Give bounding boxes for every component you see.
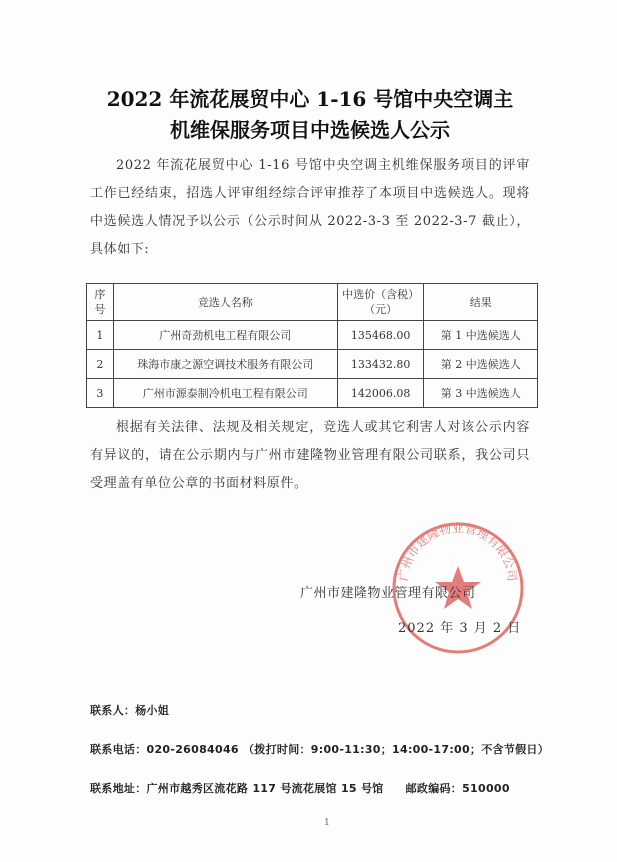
contact-value: 杨小姐	[135, 704, 170, 717]
contact-line	[90, 702, 169, 718]
row-price: 135468.00	[337, 321, 424, 350]
row-no: 3	[87, 379, 114, 408]
phone-line	[90, 741, 549, 757]
document-title	[60, 84, 560, 146]
title-line-2: 机维保服务项目中选候选人公示	[170, 118, 450, 142]
table-header-row	[87, 284, 538, 321]
candidates-table	[86, 283, 538, 408]
header-no: 序号	[87, 284, 114, 321]
phone-value: 020-26084046	[146, 743, 239, 756]
row-price: 142006.08	[337, 379, 424, 408]
title-line-1: 2022 年流花展贸中心 1-16 号馆中央空调主	[106, 87, 514, 111]
table-row	[87, 350, 538, 379]
signature-date: 2022 年 3 月 2 日	[398, 621, 522, 636]
seal-text: 广州市建隆物业管理有限公司	[396, 521, 520, 583]
phone-note: （拨打时间：9:00-11:30；14:00-17:00；不含节假日）	[243, 743, 550, 756]
postcode-value: 510000	[462, 782, 510, 795]
address-line	[90, 780, 510, 796]
header-name: 竞选人名称	[113, 284, 337, 321]
table-row	[87, 379, 538, 408]
row-no: 2	[87, 350, 114, 379]
signature-company: 广州市建隆物业管理有限公司	[300, 586, 476, 601]
header-price: 中选价（含税）（元）	[337, 284, 424, 321]
page-mark: 1	[324, 818, 330, 828]
row-name: 广州奇劲机电工程有限公司	[113, 321, 337, 350]
row-name: 广州市源泰制冷机电工程有限公司	[113, 379, 337, 408]
intro-paragraph: 2022 年流花展贸中心 1-16 号馆中央空调主机维保服务项目的评审工作已经结束，招选人评审组经综合评审推荐了本项目中选候选人。现将中选候选人情况予以公示（公示时间从 2022-3-3 至 2022-3-7 截止），具体如下:	[90, 158, 530, 257]
table-row	[87, 321, 538, 350]
row-name: 珠海市康之源空调技术服务有限公司	[113, 350, 337, 379]
phone-label: 联系电话：	[90, 743, 147, 756]
row-no: 1	[87, 321, 114, 350]
postcode-label: 邮政编码：	[405, 782, 463, 795]
address-value: 广州市越秀区流花路 117 号流花展馆 15 号馆	[146, 782, 384, 795]
row-result: 第 3 中选候选人	[424, 379, 538, 408]
row-result: 第 2 中选候选人	[424, 350, 538, 379]
contact-label: 联系人：	[90, 704, 136, 717]
row-price: 133432.80	[337, 350, 424, 379]
address-label: 联系地址：	[90, 782, 147, 795]
row-result: 第 1 中选候选人	[424, 321, 538, 350]
notice-paragraph: 根据有关法律、法规及相关规定，竞选人或其它利害人对该公示内容有异议的，请在公示期内与广州市建隆物业管理有限公司联系，我公司只受理盖有单位公章的书面材料原件。	[90, 420, 530, 491]
header-result: 结果	[424, 284, 538, 321]
